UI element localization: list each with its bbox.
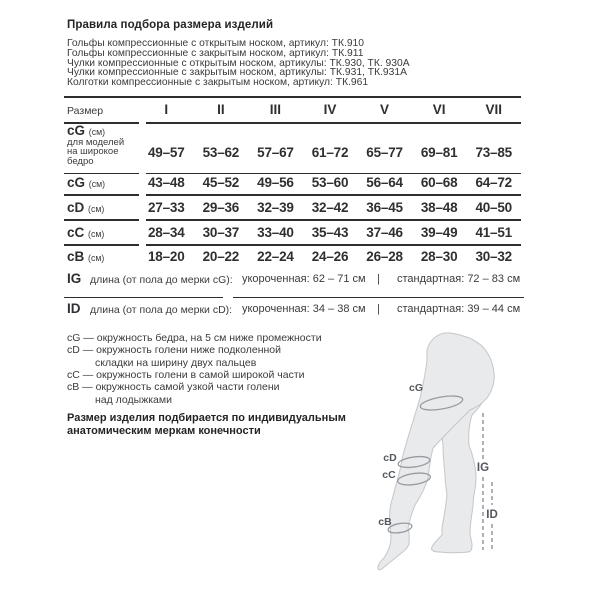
table-top-rule	[64, 96, 521, 98]
size-value-cell: 24–26	[311, 248, 349, 264]
size-value-cell: 41–51	[475, 224, 512, 240]
ld-label: ID	[486, 509, 498, 521]
size-value-cell: 28–34	[148, 224, 185, 240]
length-standard: стандартная: 39 – 44 см	[397, 303, 521, 315]
size-value-cell: 22–24	[257, 248, 294, 264]
length-short: укороченная: 62 – 71 см	[242, 273, 366, 285]
size-value-cell: 53–62	[202, 145, 240, 160]
row-sublabel-line: для моделей	[67, 136, 125, 148]
size-value-cell: 38–48	[420, 199, 458, 215]
table-divider	[64, 194, 139, 196]
size-column-header: V	[380, 102, 390, 118]
article-line: Гольфы компрессионные с открытым носком, артикул: ТК.910	[67, 38, 365, 49]
row-code: cG	[67, 123, 86, 138]
note-line: над лодыжками	[95, 393, 172, 406]
size-value-cell: 36–45	[366, 199, 403, 215]
cg-label: cG	[408, 382, 424, 394]
page-title: Правила подбора размера изделий	[67, 19, 274, 31]
note-line: cD — окружность голени ниже подколенной	[67, 344, 282, 357]
note-line: cG — окружность бедра, на 5 см ниже промежности	[67, 331, 322, 344]
size-value-cell: 37–46	[366, 224, 403, 240]
summary-line: анатомическим меркам конечности	[67, 424, 261, 437]
length-code: ID	[67, 300, 81, 316]
size-column-header: VII	[485, 102, 502, 118]
size-value-cell: 43–48	[148, 175, 185, 191]
size-value-cell: 49–57	[148, 145, 185, 160]
size-value-cell: 53–60	[311, 175, 349, 191]
row-unit: (см)	[88, 203, 105, 214]
size-value-cell: 49–56	[257, 175, 294, 191]
length-short: укороченная: 34 – 38 см	[242, 303, 366, 315]
row-sublabel-line: на широкое	[67, 146, 119, 158]
length-divider	[233, 297, 524, 299]
size-value-cell: 33–40	[257, 224, 294, 240]
row-values	[139, 176, 521, 190]
length-label: длина (от пола до мерки cD):	[90, 303, 233, 316]
size-value-cell: 28–30	[420, 248, 458, 264]
row-code: cG	[67, 175, 86, 191]
row-values	[139, 146, 521, 160]
size-column-header: I	[164, 102, 169, 118]
row-unit: (см)	[88, 252, 105, 263]
length-divider	[64, 297, 223, 299]
length-divider: |	[377, 303, 380, 315]
cc-label: cC	[382, 469, 396, 481]
article-line: Чулки компрессионные с закрытым носком, артикулы: ТК.931, ТК.931А	[67, 67, 407, 79]
table-divider	[146, 122, 521, 124]
note-line: cB — окружность самой узкой части голени	[67, 381, 280, 394]
cd-label: cD	[383, 452, 397, 464]
leg-measurement-diagram	[370, 328, 585, 600]
size-column-header: III	[269, 102, 282, 118]
row-unit: (см)	[88, 228, 105, 239]
table-divider	[64, 219, 139, 221]
summary-text	[67, 412, 346, 438]
table-divider	[146, 173, 521, 175]
length-label: длина (от пола до мерки cG):	[90, 273, 233, 286]
size-value-cell: 65–77	[366, 145, 403, 160]
article-line: Колготки компрессионные с закрытым носком, артикул: ТК.961	[67, 77, 369, 89]
table-divider	[146, 219, 521, 221]
row-sublabel	[67, 138, 124, 167]
size-value-cell: 64–72	[475, 175, 512, 191]
size-value-cell: 30–37	[202, 224, 240, 240]
row-code: cC	[67, 224, 85, 240]
size-header-cells	[139, 103, 521, 117]
size-value-cell: 57–67	[257, 145, 294, 160]
note-line: складки на ширину двух пальцев	[95, 356, 257, 369]
row-unit: (см)	[88, 127, 106, 137]
size-column-header: II	[217, 102, 225, 118]
size-value-cell: 73–85	[475, 145, 512, 160]
row-sublabel-line: бедро	[67, 155, 94, 167]
size-value-cell: 40–50	[475, 199, 512, 215]
size-value-cell: 27–33	[148, 199, 185, 215]
article-list	[67, 39, 410, 88]
length-standard: стандартная: 72 – 83 см	[397, 273, 521, 285]
size-column-header: IV	[323, 102, 337, 118]
article-line: Гольфы компрессионные с закрытым носком, артикул: ТК.911	[67, 47, 364, 59]
table-divider	[146, 244, 521, 246]
size-value-cell: 56–64	[366, 175, 403, 191]
size-column-header: VI	[432, 102, 446, 118]
size-value-cell: 61–72	[311, 145, 349, 160]
row-values	[139, 226, 521, 240]
size-value-cell: 26–28	[366, 248, 403, 264]
size-value-cell: 39–49	[420, 224, 458, 240]
table-divider	[146, 194, 521, 196]
row-code: cB	[67, 248, 85, 264]
size-value-cell: 18–20	[148, 248, 185, 264]
cb-label: cB	[378, 516, 392, 528]
note-line: cC — окружность голени в самой широкой части	[67, 369, 305, 382]
table-divider	[64, 244, 139, 246]
summary-line: Размер изделия подбирается по индивидуальным	[67, 412, 346, 424]
row-code: cD	[67, 199, 85, 215]
table-divider	[64, 173, 139, 175]
length-code: IG	[67, 270, 82, 286]
size-value-cell: 35–43	[311, 224, 349, 240]
row-values	[139, 201, 521, 215]
lg-label: IG	[476, 462, 490, 474]
size-value-cell: 30–32	[475, 248, 512, 264]
size-value-cell: 69–81	[420, 145, 458, 160]
size-value-cell: 29–36	[202, 199, 240, 215]
row-unit: (см)	[88, 179, 106, 190]
length-divider: |	[377, 273, 380, 285]
article-line: Чулки компрессионные с открытым носком, артикулы: ТК.930, ТК. 930А	[67, 57, 410, 69]
size-value-cell: 60–68	[420, 175, 458, 191]
size-table-header-label: Размер	[67, 104, 104, 117]
size-value-cell: 32–42	[311, 199, 349, 215]
notes-list	[67, 332, 322, 406]
size-value-cell: 20–22	[202, 248, 240, 264]
row-values	[139, 250, 521, 264]
size-value-cell: 32–39	[257, 199, 294, 215]
size-value-cell: 45–52	[202, 175, 240, 191]
